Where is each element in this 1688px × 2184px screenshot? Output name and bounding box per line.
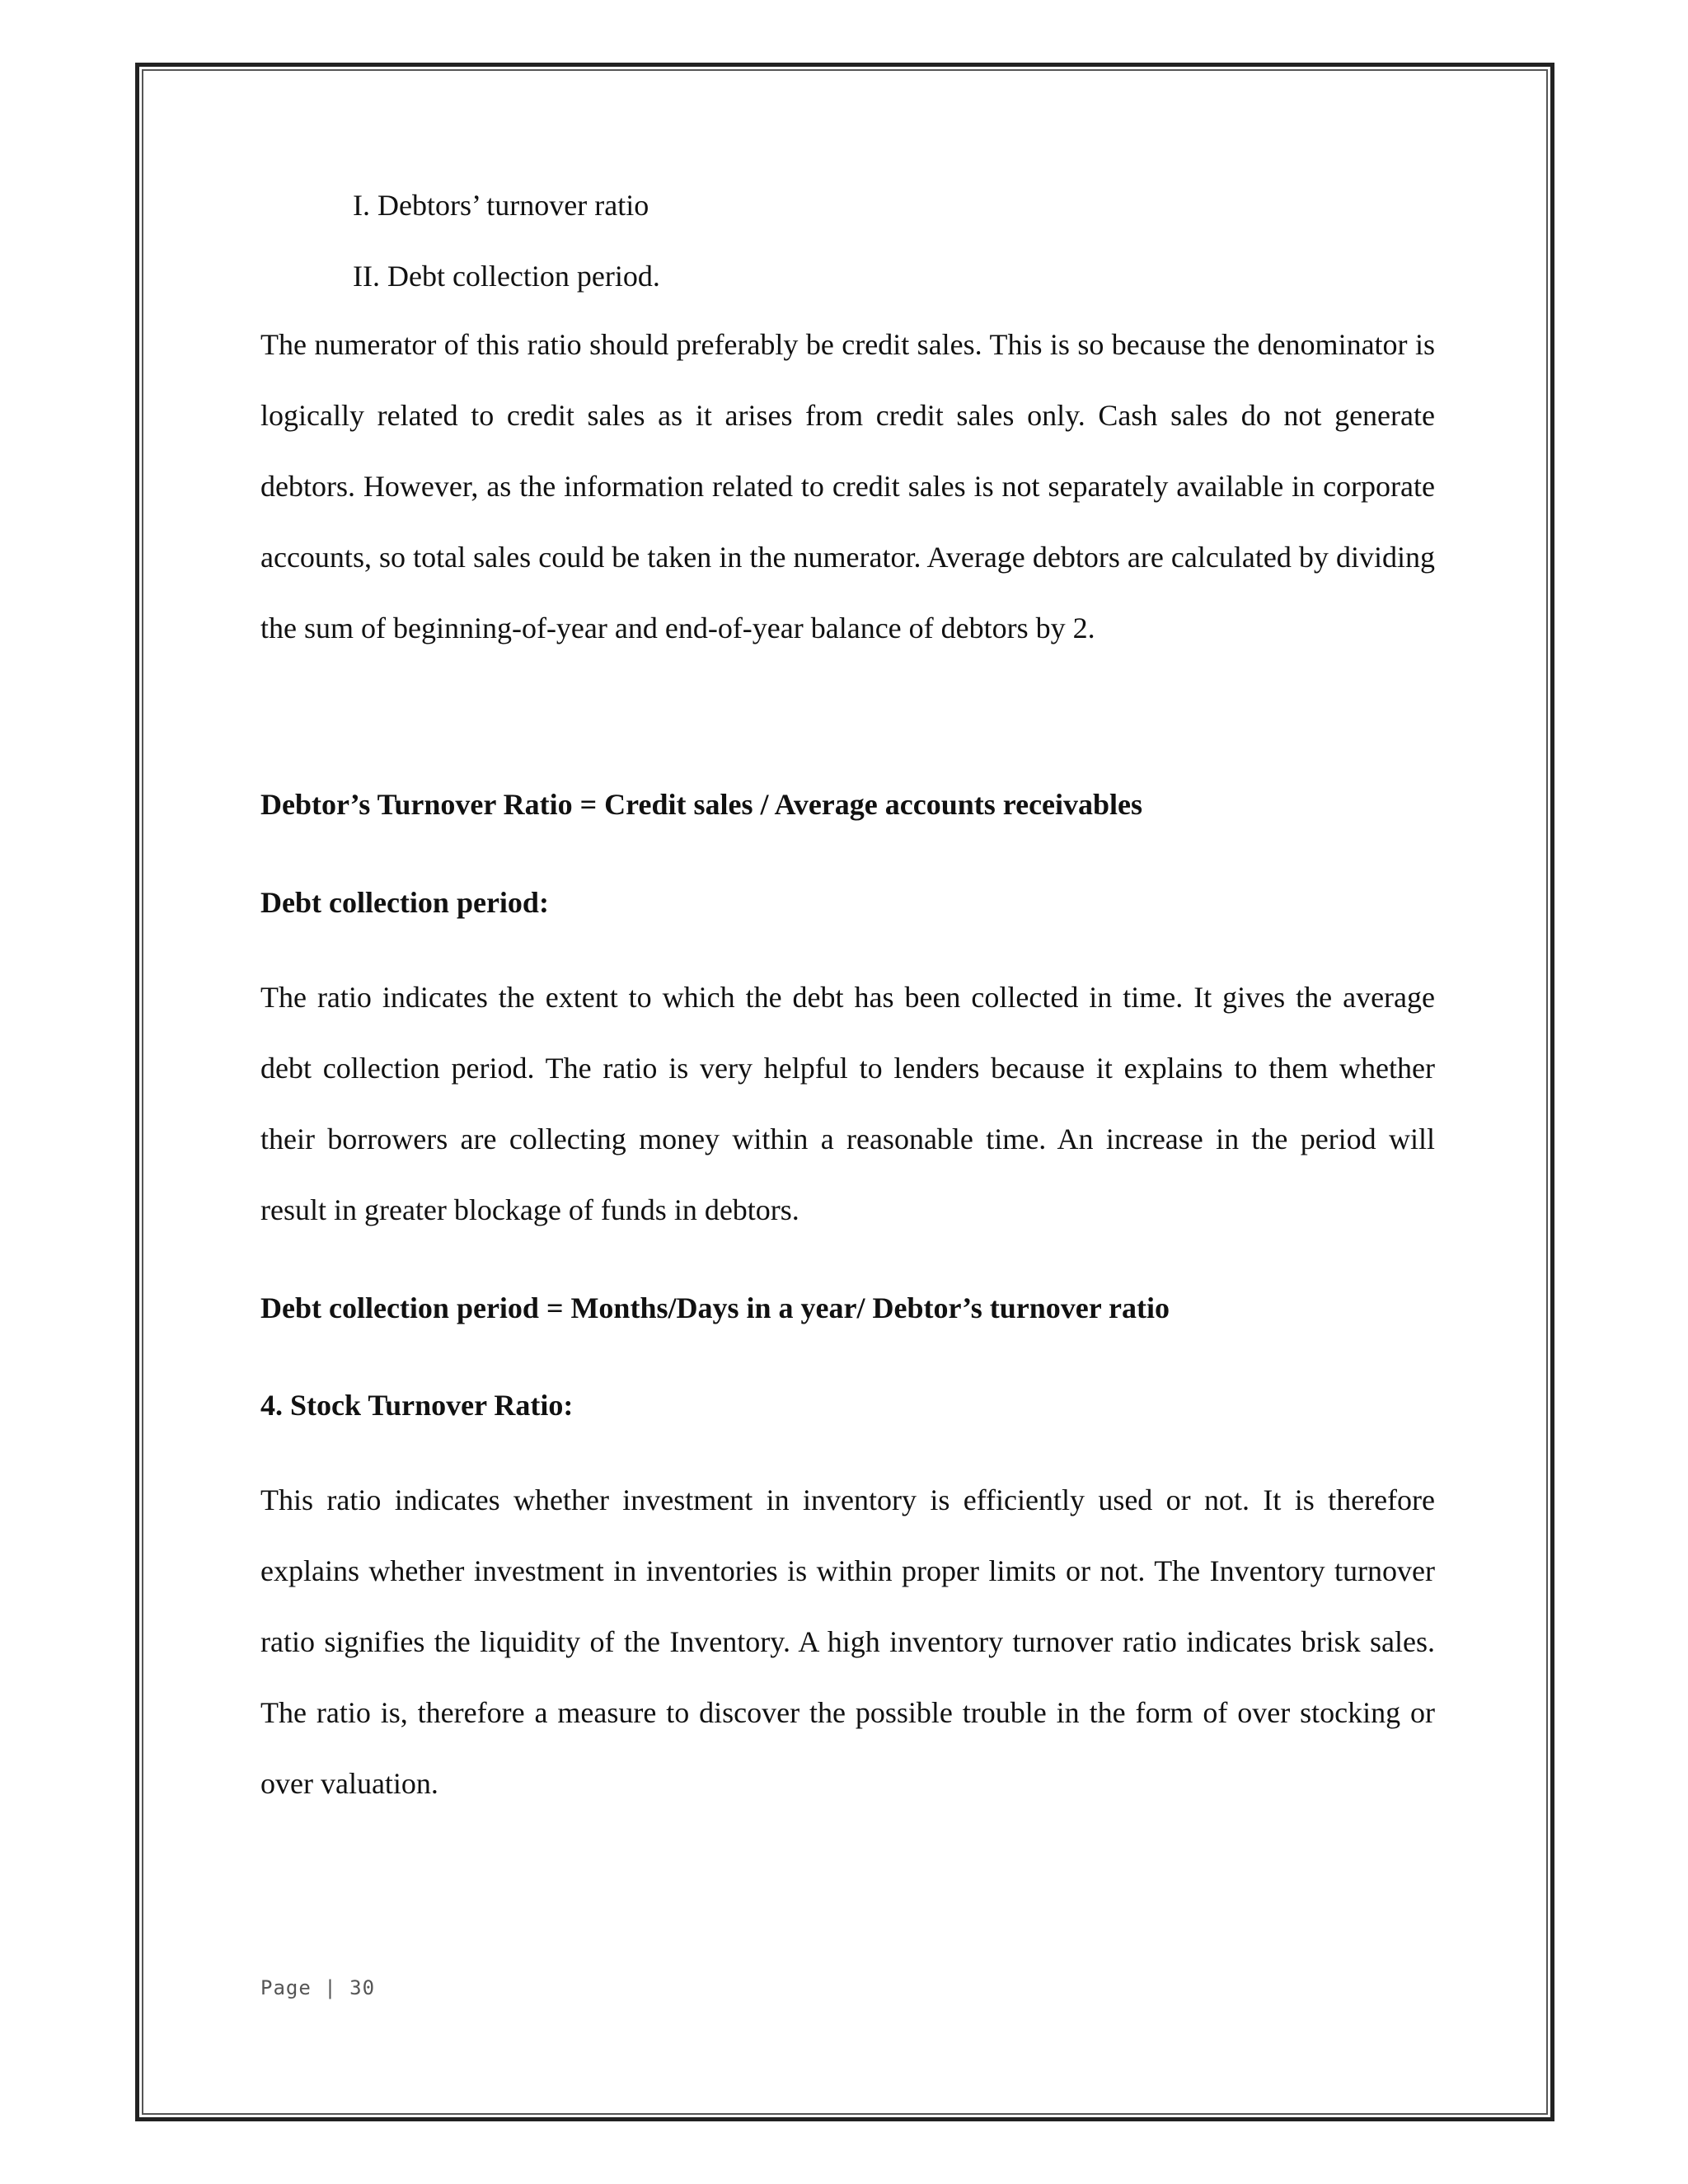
paragraph-debt-collection: The ratio indicates the extent to which the debt has been collected in time. It gives the average debt collection period. The ratio is very helpful to lenders because it explains to them whether their borrowers are collecting money within a reasonable time. An increase in the period will result in greater blockage of funds in debtors. — [260, 981, 1435, 1226]
page-number: Page | 30 — [260, 1976, 376, 1999]
paragraph-numerator: The numerator of this ratio should preferably be credit sales. This is so because the denominator is logically related to credit sales as it arises from credit sales only. Cash sales do not generate debtors. However, as the information related to credit sales is not separately available in corporate accounts, so total sales could be taken in the numerator. Average debtors are calculated by dividing the sum of beginning-of-year and end-of-year balance of debtors by 2. — [260, 328, 1435, 644]
list-item-debtors-turnover: I. Debtors’ turnover ratio — [353, 189, 649, 222]
formula-debt-collection: Debt collection period = Months/Days in a year/ Debtor’s turnover ratio — [260, 1291, 1170, 1324]
formula-debtors-turnover: Debtor’s Turnover Ratio = Credit sales / Average accounts receivables — [260, 788, 1143, 821]
paragraph-stock-turnover: This ratio indicates whether investment in inventory is efficiently used or not. It is therefore explains whether investment in inventories is within proper limits or not. The Inventory turnover ratio signifies the liquidity of the Inventory. A high inventory turnover ratio indicates brisk sales. The ratio is, therefore a measure to discover the possible trouble in the form of over stocking or over valuation. — [260, 1483, 1435, 1800]
list-item-debt-collection: II. Debt collection period. — [353, 260, 660, 293]
heading-debt-collection-period: Debt collection period: — [260, 886, 549, 919]
heading-stock-turnover: 4. Stock Turnover Ratio: — [260, 1389, 574, 1422]
